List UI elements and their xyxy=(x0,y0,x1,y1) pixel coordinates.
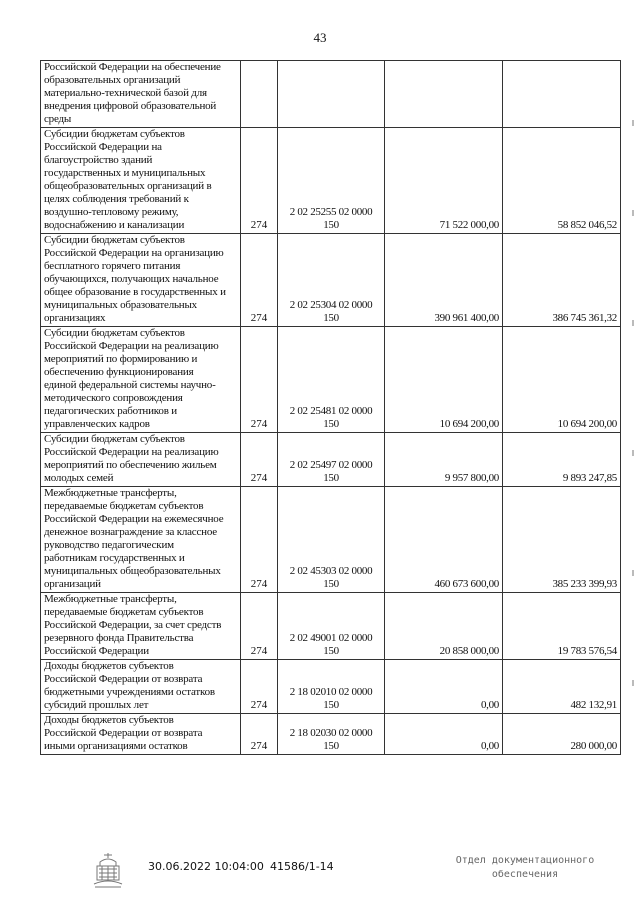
description-line: Субсидии бюджетам субъектов xyxy=(44,327,185,339)
registration-date: 30.06.2022 10:04:00 xyxy=(148,860,264,873)
row-description xyxy=(41,234,241,327)
description-line: мероприятий по формированию и xyxy=(44,353,198,365)
description-line: иными организациями остатков xyxy=(44,740,188,752)
description-line: молодых семей xyxy=(44,472,114,484)
description-line: Российской Федерации, за счет средств xyxy=(44,619,222,631)
description-line: субсидий прошлых лет xyxy=(44,699,149,711)
table-row xyxy=(41,61,621,128)
budget-classification-code: 2 18 02030 02 0000 150 xyxy=(278,714,385,755)
description-line: муниципальных общеобразовательных xyxy=(44,565,221,577)
description-line: управленческих кадров xyxy=(44,418,150,430)
description-line: общеобразовательных организаций в xyxy=(44,180,212,192)
description-line: Субсидии бюджетам субъектов xyxy=(44,433,185,445)
table-row xyxy=(41,593,621,660)
description-line: мероприятий по обеспечению жильем xyxy=(44,459,217,471)
row-description xyxy=(41,487,241,593)
executed-amount: 482 132,91 xyxy=(503,660,621,714)
admin-code: 274 xyxy=(241,660,278,714)
admin-code: 274 xyxy=(241,714,278,755)
description-line: муниципальных образовательных xyxy=(44,299,197,311)
table-row xyxy=(41,714,621,755)
description-line: Субсидии бюджетам субъектов xyxy=(44,234,185,246)
row-description xyxy=(41,433,241,487)
table-row xyxy=(41,128,621,234)
row-description xyxy=(41,128,241,234)
description-line: организациях xyxy=(44,312,106,324)
planned-amount xyxy=(385,61,503,128)
planned-amount: 460 673 600,00 xyxy=(385,487,503,593)
department-line-1: Отдел документационного xyxy=(455,855,595,866)
admin-code: 274 xyxy=(241,433,278,487)
description-line: Российской Федерации на реализацию xyxy=(44,340,219,352)
description-line: резервного фонда Правительства xyxy=(44,632,194,644)
description-line: благоустройство зданий xyxy=(44,154,153,166)
description-line: Российской Федерации на организацию xyxy=(44,247,224,259)
description-line: Российской Федерации от возврата xyxy=(44,673,203,685)
executed-amount: 58 852 046,52 xyxy=(503,128,621,234)
department-line-2: обеспечения xyxy=(491,869,559,880)
description-line: государственных и муниципальных xyxy=(44,167,206,179)
description-line: денежное вознаграждение за классное xyxy=(44,526,217,538)
description-line: Российской Федерации на ежемесячное xyxy=(44,513,224,525)
executed-amount: 10 694 200,00 xyxy=(503,327,621,433)
description-line: целях соблюдения требований к xyxy=(44,193,189,205)
description-line: образовательных организаций xyxy=(44,74,181,86)
description-line: Доходы бюджетов субъектов xyxy=(44,714,174,726)
description-line: Межбюджетные трансферты, xyxy=(44,593,177,605)
edge-marks xyxy=(628,120,634,740)
planned-amount: 9 957 800,00 xyxy=(385,433,503,487)
executed-amount: 386 745 361,32 xyxy=(503,234,621,327)
description-line: общее образование в государственных и xyxy=(44,286,226,298)
description-line: Российской Федерации на обеспечение xyxy=(44,61,221,73)
admin-code: 274 xyxy=(241,234,278,327)
table-row xyxy=(41,234,621,327)
budget-table xyxy=(40,60,621,755)
planned-amount: 0,00 xyxy=(385,714,503,755)
admin-code: 274 xyxy=(241,128,278,234)
page-number: 43 xyxy=(313,30,327,45)
description-line: Межбюджетные трансферты, xyxy=(44,487,177,499)
description-line: обучающихся, получающих начальное xyxy=(44,273,219,285)
description-line: педагогических работников и xyxy=(44,405,177,417)
description-line: водоснабжению и канализации xyxy=(44,219,185,231)
description-line: передаваемые бюджетам субъектов xyxy=(44,606,204,618)
planned-amount: 71 522 000,00 xyxy=(385,128,503,234)
admin-code: 274 xyxy=(241,327,278,433)
executed-amount: 280 000,00 xyxy=(503,714,621,755)
description-line: Субсидии бюджетам субъектов xyxy=(44,128,185,140)
description-line: единой федеральной системы научно- xyxy=(44,379,216,391)
planned-amount: 390 961 400,00 xyxy=(385,234,503,327)
table-row xyxy=(41,327,621,433)
description-line: руководство педагогическим xyxy=(44,539,174,551)
description-line: Российской Федерации от возврата xyxy=(44,727,203,739)
budget-classification-code: 2 18 02010 02 0000 150 xyxy=(278,660,385,714)
description-line: внедрения цифровой образовательной xyxy=(44,100,217,112)
description-line: Российской Федерации xyxy=(44,645,149,657)
budget-classification-code: 2 02 25304 02 0000 150 xyxy=(278,234,385,327)
table-row xyxy=(41,660,621,714)
admin-code: 274 xyxy=(241,487,278,593)
budget-classification-code: 2 02 25255 02 0000 150 xyxy=(278,128,385,234)
table-row xyxy=(41,487,621,593)
registration-number: 41586/1-14 xyxy=(270,860,334,873)
planned-amount: 10 694 200,00 xyxy=(385,327,503,433)
description-line: методического сопровождения xyxy=(44,392,183,404)
row-description xyxy=(41,593,241,660)
row-description xyxy=(41,327,241,433)
description-line: передаваемые бюджетам субъектов xyxy=(44,500,204,512)
budget-classification-code: 2 02 25497 02 0000 150 xyxy=(278,433,385,487)
description-line: Доходы бюджетов субъектов xyxy=(44,660,174,672)
footer xyxy=(0,848,640,898)
budget-classification-code: 2 02 45303 02 0000 150 xyxy=(278,487,385,593)
budget-classification-code: 2 02 25481 02 0000 150 xyxy=(278,327,385,433)
description-line: Российской Федерации на реализацию xyxy=(44,446,219,458)
budget-classification-code: 2 02 49001 02 0000 150 xyxy=(278,593,385,660)
description-line: обеспечению функционирования xyxy=(44,366,194,378)
table-row xyxy=(41,433,621,487)
admin-code: 274 xyxy=(241,593,278,660)
planned-amount: 0,00 xyxy=(385,660,503,714)
planned-amount: 20 858 000,00 xyxy=(385,593,503,660)
description-line: бюджетными учреждениями остатков xyxy=(44,686,215,698)
executed-amount: 385 233 399,93 xyxy=(503,487,621,593)
row-description xyxy=(41,714,241,755)
description-line: среды xyxy=(44,113,72,125)
department-stamp xyxy=(445,854,605,882)
description-line: работникам государственных и xyxy=(44,552,185,564)
description-line: Российской Федерации на xyxy=(44,141,162,153)
description-line: воздушно-тепловому режиму, xyxy=(44,206,179,218)
coat-of-arms-icon xyxy=(90,850,126,890)
executed-amount xyxy=(503,61,621,128)
description-line: материально-технической базой для xyxy=(44,87,207,99)
description-line: бесплатного горячего питания xyxy=(44,260,181,272)
budget-classification-code xyxy=(278,61,385,128)
row-description xyxy=(41,61,241,128)
executed-amount: 9 893 247,85 xyxy=(503,433,621,487)
admin-code xyxy=(241,61,278,128)
description-line: организаций xyxy=(44,578,101,590)
executed-amount: 19 783 576,54 xyxy=(503,593,621,660)
row-description xyxy=(41,660,241,714)
